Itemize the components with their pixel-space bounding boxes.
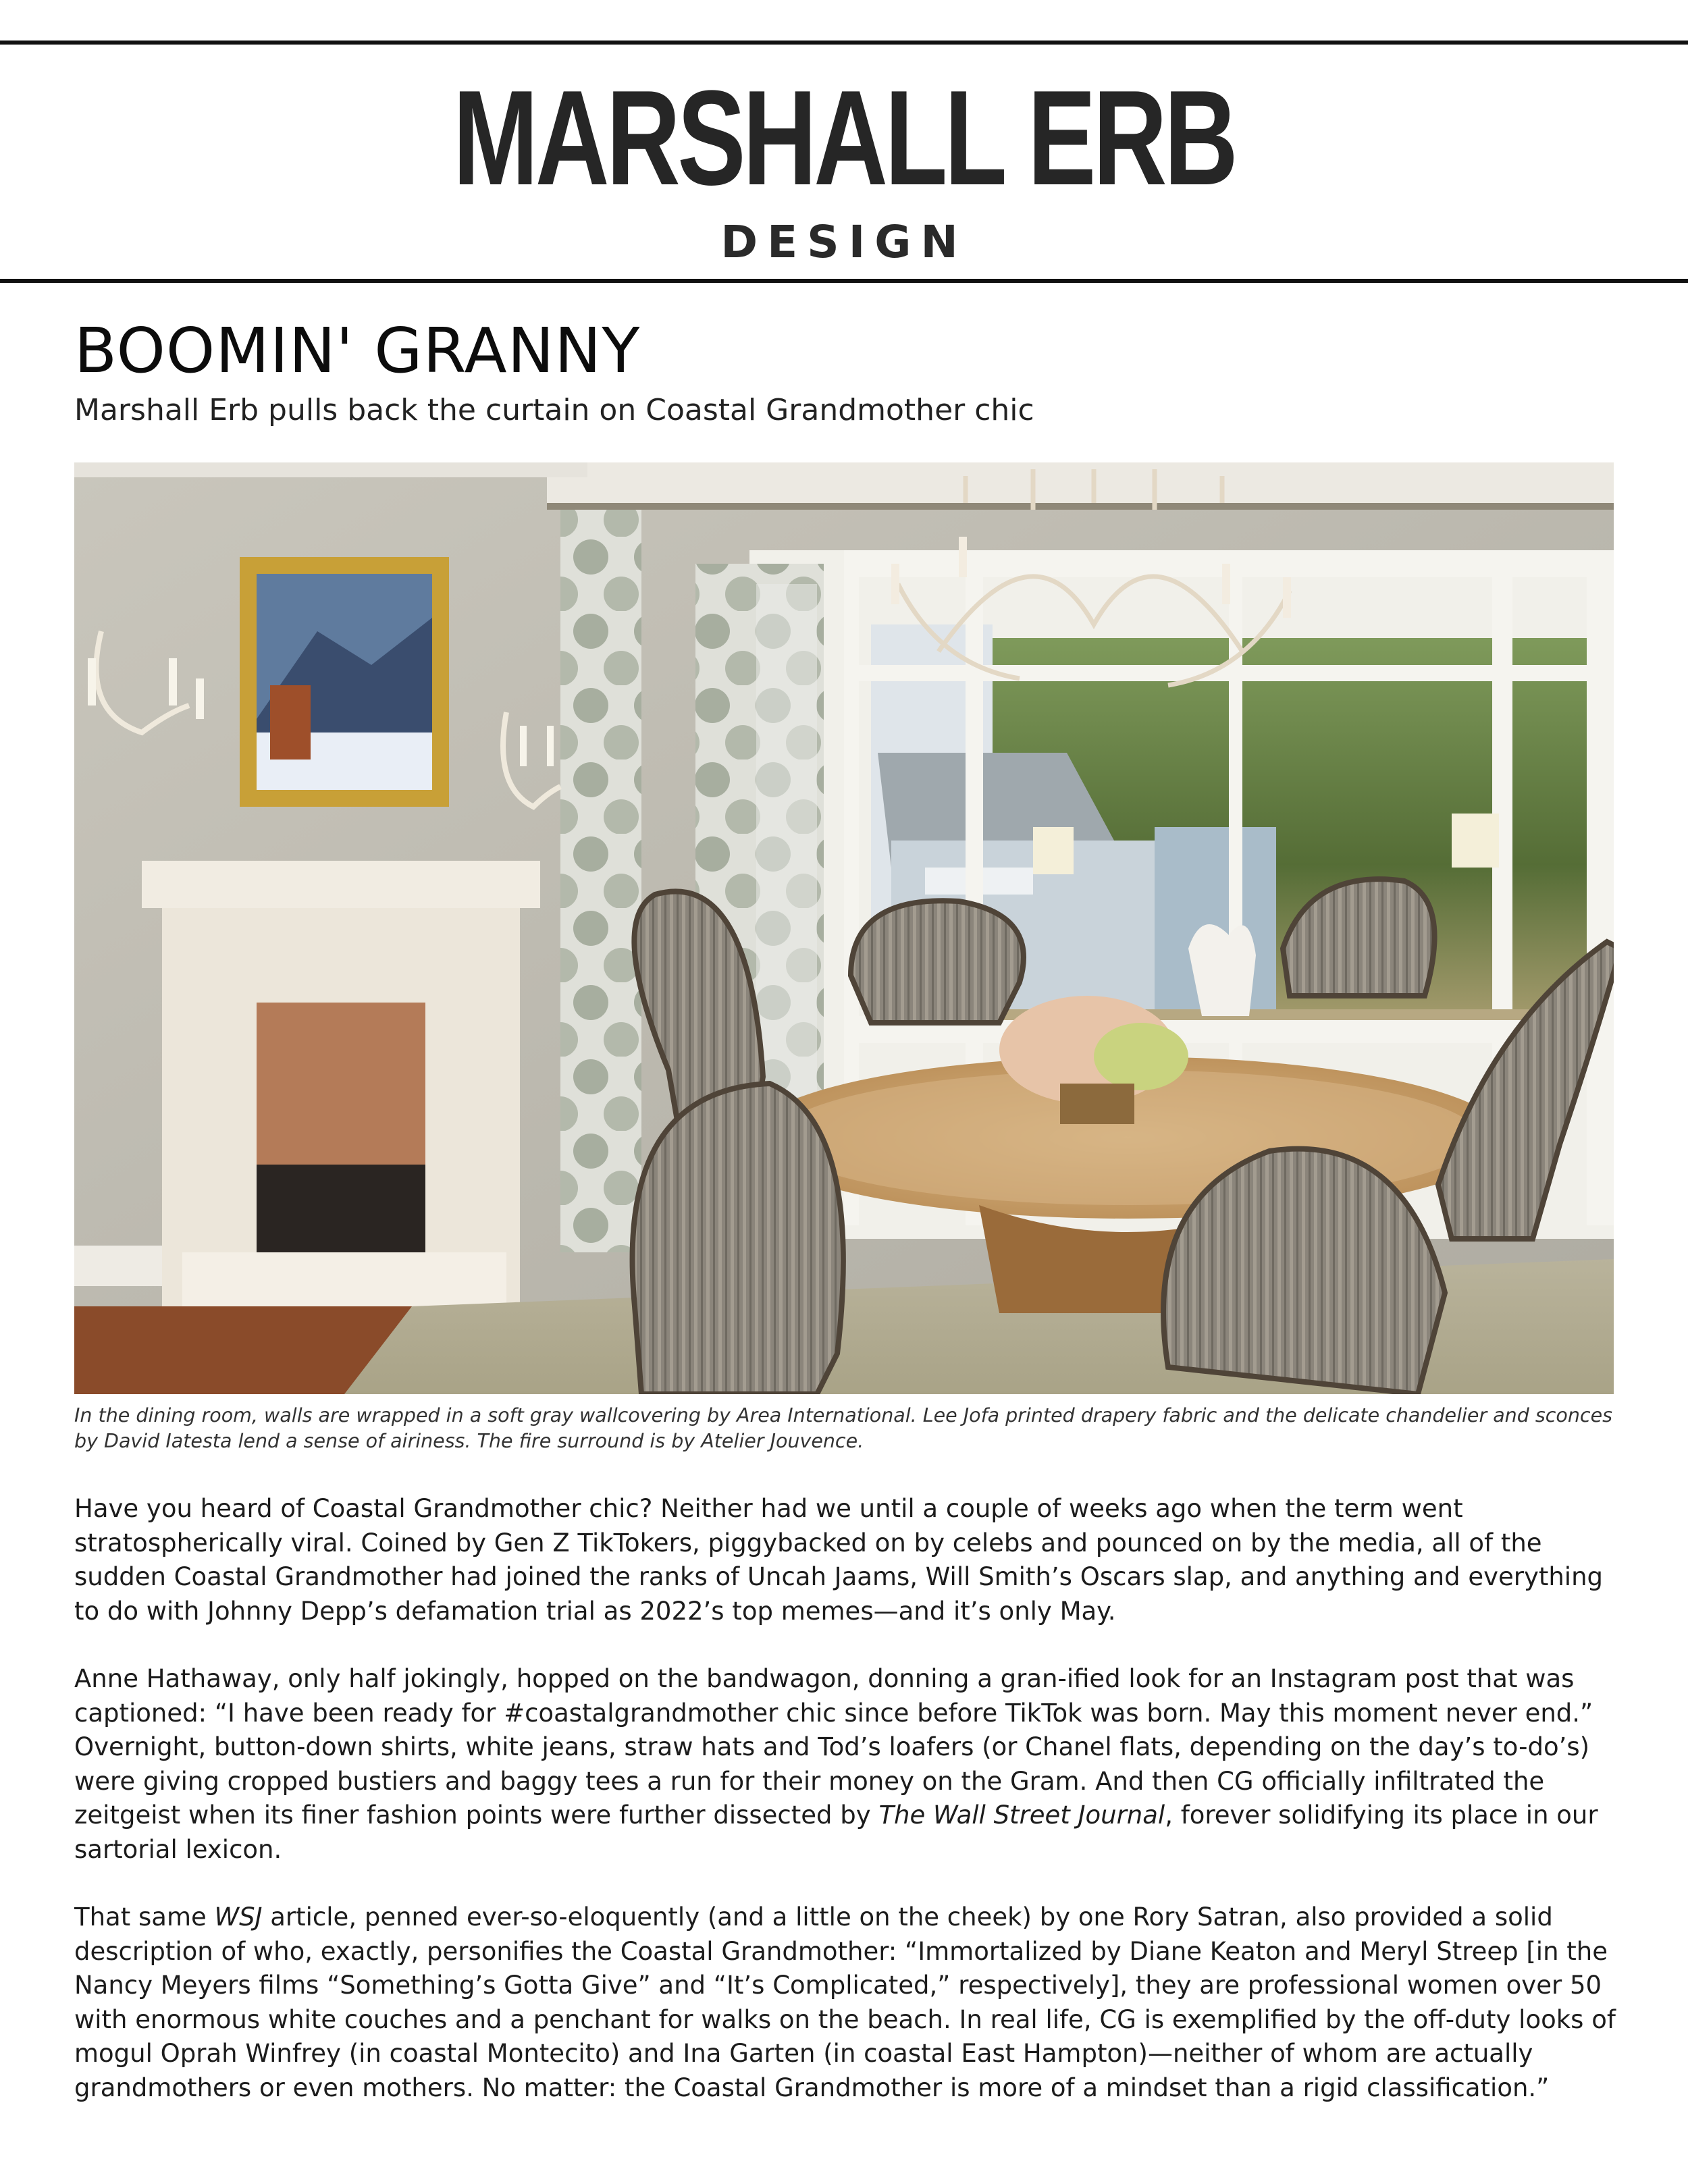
- photo-caption: In the dining room, walls are wrapped in a soft gray wallcovering by Area International. Lee Jofa printed drapery fabric and the delicate chandelier and sconces by David Iatesta lend a sense of airiness. The fire surround is by Atelier Jouvence.: [74, 1404, 1612, 1452]
- paragraph-2-text-b: , forever solidifying its place in our sartorial lexicon.: [74, 1801, 1598, 1864]
- paragraph-3-text-a: That same: [74, 1902, 215, 1932]
- paragraph-3-text-b: article, penned ever-so-eloquently (and a little on the cheek) by one Rory Satran, also provided a solid description of who, exactly, personifies the Coastal Grandmother: “Immortalized by Diane Keaton and Meryl Streep [in the Nancy Meyers films “Something’s Gotta Give” and “It’s Complicated,” respectively], they are professional women over 50 with enormous white couches and a penchant for walks on the beach. In real life, CG is exemplified by the off-duty looks of mogul Oprah Winfrey (in coastal Montecito) and Ina Garten (in coastal East Hampton)—neither of whom are actually grandmothers or even mothers. No matter: the Coastal Grandmother is more of a mindset than a rigid classification.”: [74, 1902, 1616, 2102]
- article-dek: Marshall Erb pulls back the curtain on Coastal Grandmother chic: [74, 393, 1034, 427]
- publication-abbrev: WSJ: [214, 1902, 263, 1932]
- brand-logo[interactable]: [0, 63, 1688, 268]
- masthead-bottom-rule: [0, 279, 1688, 283]
- article-body: [74, 1492, 1620, 2139]
- brand-name: MARSHALL ERB: [452, 63, 1236, 213]
- dining-room-photo: [74, 462, 1614, 1394]
- publication-title: The Wall Street Journal: [878, 1801, 1165, 1830]
- paragraph-3: [74, 1900, 1620, 2105]
- article-title: BOOMIN' GRANNY: [74, 315, 641, 387]
- paragraph-2: [74, 1662, 1620, 1867]
- paragraph-1: Have you heard of Coastal Grandmother chic? Neither had we until a couple of weeks ago when the term went stratospherically viral. Coined by Gen Z TikTokers, piggybacked on by celebs and pounced on by the media, all of the sudden Coastal Grandmother had joined the ranks of Uncah Jaams, Will Smith’s Oscars slap, and anything and everything to do with Johnny Depp’s defamation trial as 2022’s top memes—and it’s only May.: [74, 1494, 1604, 1626]
- masthead-top-rule: [0, 41, 1688, 45]
- paragraph-2-text-a: Anne Hathaway, only half jokingly, hopped on the bandwagon, donning a gran-ified look for an Instagram post that was captioned: “I have been ready for #coastalgrandmother chic since before TikTok was born. May this moment never end.” Overnight, button-down shirts, white jeans, straw hats and Tod’s loafers (or Chanel flats, depending on the day’s to-do’s) were giving cropped bustiers and baggy tees a run for their money on the Gram. And then CG officially infiltrated the zeitgeist when its finer fashion points were further dissected by: [74, 1664, 1593, 1830]
- brand-subtitle: DESIGN: [720, 216, 968, 268]
